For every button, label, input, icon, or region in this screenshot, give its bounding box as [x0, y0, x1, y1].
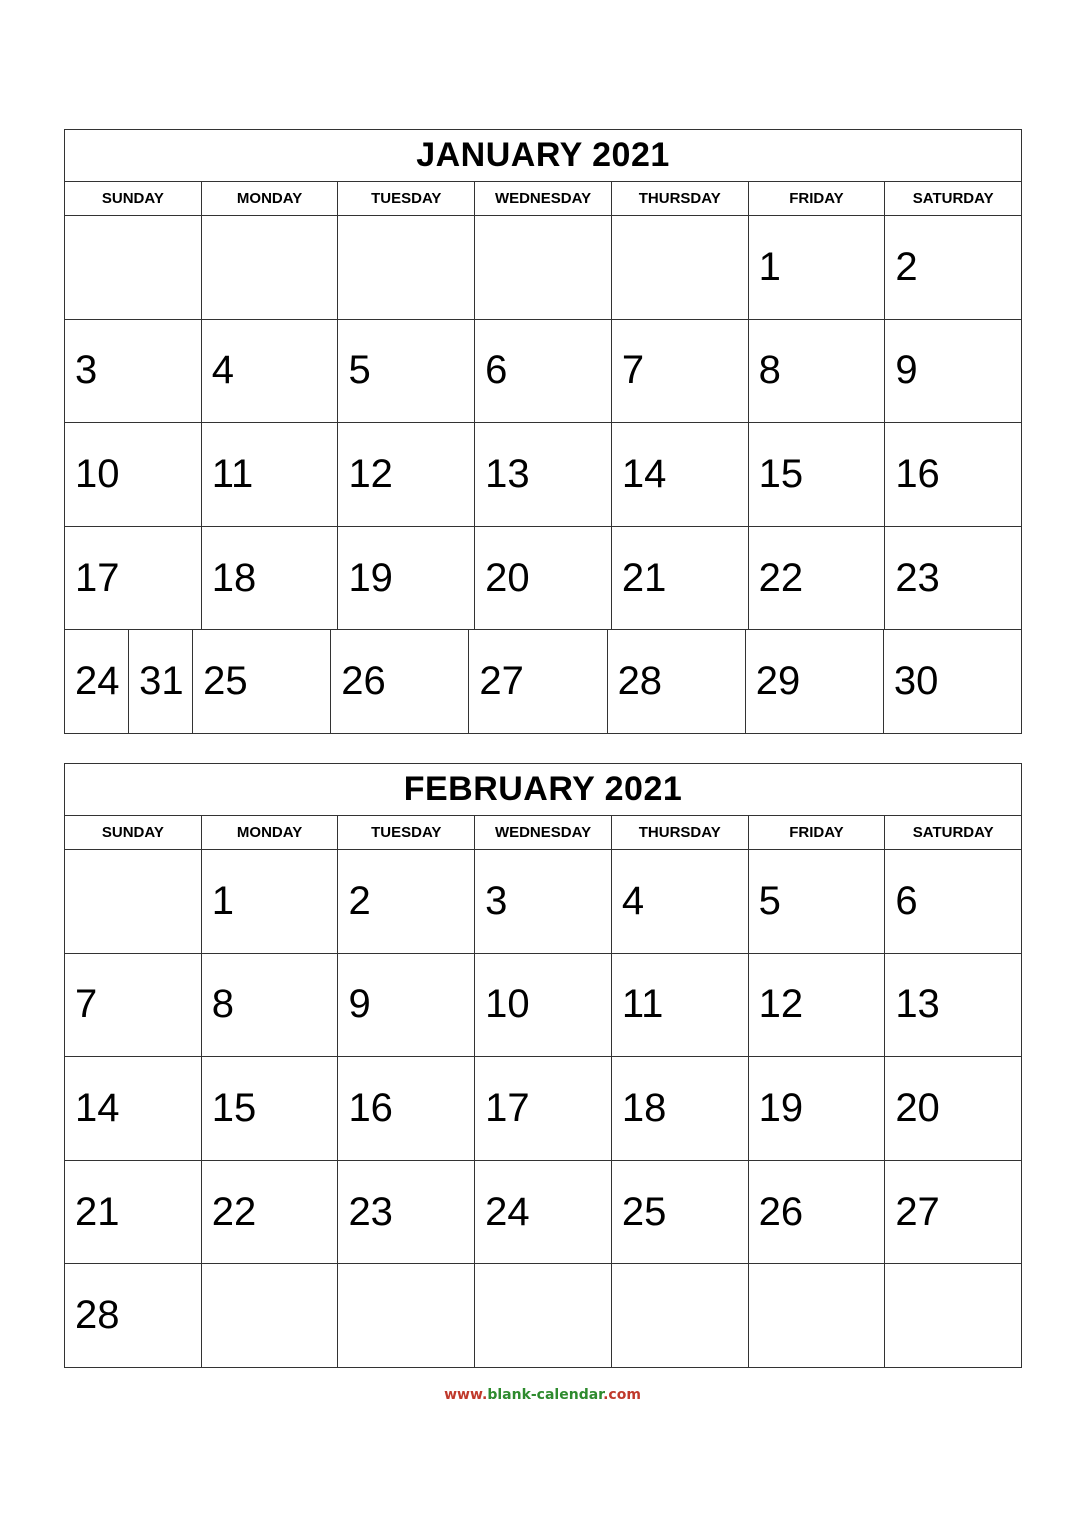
day-grid — [65, 850, 1021, 1367]
day-cell: 23 — [337, 1161, 474, 1264]
calendar-january — [64, 129, 1022, 734]
day-cell: 10 — [474, 954, 611, 1057]
day-cell — [65, 850, 201, 953]
week-row — [65, 216, 1021, 319]
weekday-label: TUESDAY — [337, 816, 474, 849]
day-cell: 21 — [611, 527, 748, 630]
day-cell: 4 — [201, 320, 338, 423]
day-cell: 26 — [330, 630, 468, 733]
day-cell: 30 — [883, 630, 1021, 733]
day-cell — [474, 1264, 611, 1367]
week-row — [65, 629, 1021, 733]
day-cell: 4 — [611, 850, 748, 953]
day-cell: 15 — [201, 1057, 338, 1160]
month-title: FEBRUARY 2021 — [65, 764, 1021, 816]
day-cell: 25 — [192, 630, 330, 733]
weekday-header-row — [65, 816, 1021, 850]
day-cell — [748, 1264, 885, 1367]
day-cell: 14 — [611, 423, 748, 526]
day-cell: 3 — [474, 850, 611, 953]
day-cell: 13 — [474, 423, 611, 526]
day-cell: 11 — [201, 423, 338, 526]
weekday-label: THURSDAY — [611, 816, 748, 849]
day-cell: 13 — [884, 954, 1021, 1057]
day-cell: 16 — [337, 1057, 474, 1160]
day-cell: 3 — [75, 348, 98, 393]
day-cell: 8 — [748, 320, 885, 423]
footer-prefix: www. — [444, 1387, 488, 1403]
week-row — [65, 319, 1021, 423]
weekday-label: MONDAY — [201, 816, 338, 849]
day-cell: 5 — [748, 850, 885, 953]
footer-suffix: .com — [603, 1387, 641, 1403]
day-cell: 7 — [75, 982, 98, 1027]
day-cell: 22 — [748, 527, 885, 630]
day-cell: 2 — [884, 216, 1021, 319]
day-cell: 12 — [337, 423, 474, 526]
day-cell — [65, 630, 192, 733]
website-footer[interactable] — [0, 1387, 1085, 1403]
day-cell: 9 — [884, 320, 1021, 423]
weekday-label: FRIDAY — [748, 182, 885, 215]
day-cell: 19 — [748, 1057, 885, 1160]
day-cell — [611, 216, 748, 319]
day-cell: 27 — [884, 1161, 1021, 1264]
day-cell: 17 — [474, 1057, 611, 1160]
day-cell: 1 — [748, 216, 885, 319]
week-row — [65, 526, 1021, 630]
day-cell: 1 — [201, 850, 338, 953]
day-number: 24 — [75, 659, 120, 704]
day-cell — [611, 1264, 748, 1367]
day-cell — [884, 1264, 1021, 1367]
footer-domain: blank-calendar — [487, 1387, 604, 1403]
day-cell: 24 — [474, 1161, 611, 1264]
day-cell: 15 — [748, 423, 885, 526]
day-cell: 9 — [337, 954, 474, 1057]
day-cell: 18 — [611, 1057, 748, 1160]
week-row — [65, 422, 1021, 526]
day-cell: 29 — [745, 630, 883, 733]
day-grid — [65, 216, 1021, 733]
day-cell — [337, 216, 474, 319]
weekday-label: SUNDAY — [101, 824, 164, 841]
day-cell: 23 — [884, 527, 1021, 630]
day-cell: 6 — [474, 320, 611, 423]
weekday-label: SUNDAY — [101, 190, 164, 207]
day-cell: 28 — [607, 630, 745, 733]
day-cell: 22 — [201, 1161, 338, 1264]
day-cell: 20 — [474, 527, 611, 630]
day-cell: 21 — [75, 1189, 120, 1234]
day-cell: 28 — [75, 1293, 120, 1338]
day-cell — [474, 216, 611, 319]
day-cell: 12 — [748, 954, 885, 1057]
day-cell — [201, 1264, 338, 1367]
weekday-header-row — [65, 182, 1021, 216]
week-row — [65, 850, 1021, 953]
weekday-label: WEDNESDAY — [474, 182, 611, 215]
week-row — [65, 1160, 1021, 1264]
month-title: JANUARY 2021 — [65, 130, 1021, 182]
weekday-label: FRIDAY — [748, 816, 885, 849]
week-row — [65, 1056, 1021, 1160]
day-cell: 20 — [884, 1057, 1021, 1160]
day-cell: 26 — [748, 1161, 885, 1264]
weekday-label: MONDAY — [201, 182, 338, 215]
day-cell: 16 — [884, 423, 1021, 526]
day-cell: 10 — [75, 451, 120, 496]
day-cell: 2 — [337, 850, 474, 953]
day-cell — [201, 216, 338, 319]
week-row — [65, 953, 1021, 1057]
day-cell: 18 — [201, 527, 338, 630]
day-cell — [65, 216, 201, 319]
day-cell: 6 — [884, 850, 1021, 953]
day-cell: 14 — [75, 1085, 120, 1130]
weekday-label: TUESDAY — [337, 182, 474, 215]
day-cell: 19 — [337, 527, 474, 630]
day-cell: 11 — [611, 954, 748, 1057]
day-cell: 25 — [611, 1161, 748, 1264]
day-cell: 27 — [468, 630, 606, 733]
weekday-label: THURSDAY — [611, 182, 748, 215]
day-cell — [337, 1264, 474, 1367]
weekday-label: SATURDAY — [884, 816, 1021, 849]
day-cell: 7 — [611, 320, 748, 423]
day-cell: 17 — [75, 555, 120, 600]
week-row — [65, 1263, 1021, 1367]
weekday-label: WEDNESDAY — [474, 816, 611, 849]
calendar-february — [64, 763, 1022, 1368]
day-number: 31 — [128, 630, 192, 733]
day-cell: 5 — [337, 320, 474, 423]
weekday-label: SATURDAY — [884, 182, 1021, 215]
day-cell: 8 — [201, 954, 338, 1057]
